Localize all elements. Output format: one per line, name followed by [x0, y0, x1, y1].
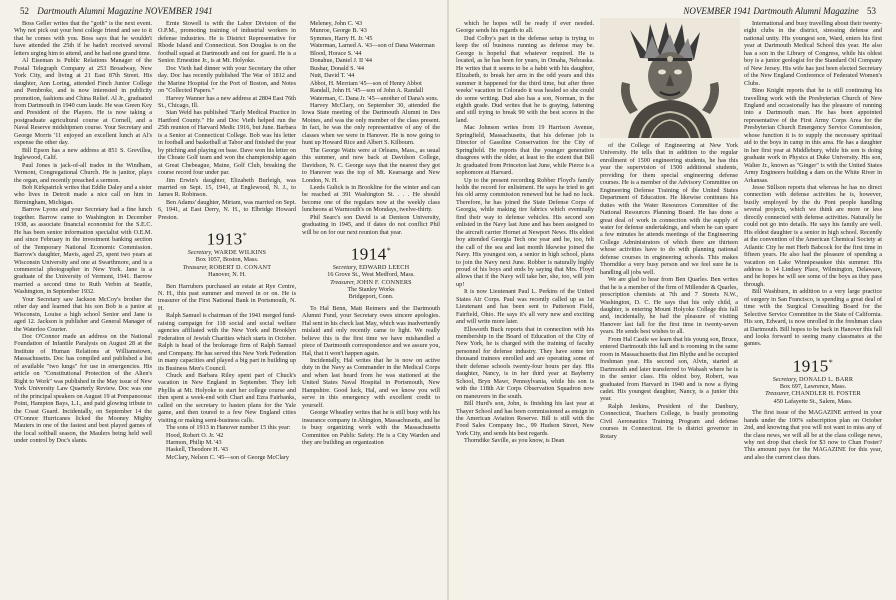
treasurer-city: Bridgeport, Conn. — [348, 293, 394, 301]
paragraph: The first issue of the MAGAZINE arrived in your hands under the 100% subscription plan on October 2nd, and knowing that you will not want to miss any of the class news, we will all be at the class college news, why not drop that check for $3 now to Chan Foster? This amount pays for the MAGAZINE for this year, and also the current class dues. — [744, 409, 882, 461]
paragraph: Boss Geller writes that the "goth" is the next event. Why not pick out your best college friend and see to it that he comes with you. Boss says that he wouldn't have attended the 25th if he hadn't received several letters urging him to attend, and he had one grand time. — [14, 20, 152, 57]
paragraph: Barrow Lyons and your Secretary had a fine lunch together. Barrow came to Washington in December 1938, as associate financial economist for the S.E.C. He has been senior information specialist with O.E.M. and since February in the investment banking section of the Temporary National Economic Commission. Barrow's daughter, Mavis, aged 25, spent two years at Wisconsin University and one at Swarthmore, and is a commercial photographer in New York. Jane is a graduate of the University of Vermont, 1941. Barrow married a second time to Ruth Verbin at Seattle, Washington, in September 1932. — [14, 206, 152, 296]
paragraph: Your Secretary saw Jackson McCoy's brother the other day and learned that his son Bob is a junior at Wisconsin, Louise a high school Senior and Jane is aged 12. Jackson is publisher and General Manager of the Waterloo Courier. — [14, 295, 152, 333]
paragraph: Leeds Gulick is in Brookline for the winter and can be reached at 391 Washington St. . . . He should become one of the regulars now at the weekly class luncheons at Warmouth's on Mondays, twelve-thirty. — [302, 183, 440, 214]
column-2 — [158, 20, 296, 595]
paragraph: Ellsworth Buck reports that in connection with his membership in the Board of Education of the City of New York, he is charged with the training of faculty personnel for defense industry. They have some ten thousand trainees enrolled and are operating some of their defense schools twenty-four hours per day. His daughter, Nancy, is in her third year at Bayberry School, Bryn Mawr, Pennsylvania, while his son is with the 118th Air Corps Observation Squadron now on maneuvers in the south. — [456, 325, 594, 400]
indian-carving-figure — [600, 18, 740, 138]
class-year: 1914* — [350, 244, 392, 264]
list-item: Munroe, George B. '43 — [310, 27, 367, 35]
list-item: Waterman, C. Dana Jr. '45—another of Dana's sons. — [310, 94, 439, 102]
page-gutter — [447, 0, 449, 600]
paragraph: Paul Jones is jack-of-all trades in the Windham, Vermont, Congregational Church. He is janitor, plays the organ, and recently preached a sermon. — [14, 161, 152, 184]
list-item: Donahue, Daniel J. II '44 — [310, 57, 372, 65]
paragraph: The George Watts were at Orleans, Mass., as usual this summer, and now back at Davidson College, Davidson, N. C. George says that the nearest they got to Hanover was the top of Mt. Kearsarge and New London, N. H. — [302, 146, 440, 184]
secretary-address: Box 1057, Boston, Mass. — [195, 256, 259, 264]
paragraph: Dud Colby's part in the defense setup is trying to keep the oil business running as defense may be. George is hopeful that whatever required. He is located, as he has been for years, in Omaha, Nebraska. He writes that it seems to be a habit with his daughter, Elizabeth, to break her arm in the odd years and this summer it happened for the third time, but after three weeks' vacation in Colorado it was healed so she could do some writing. Dud also has a son, Norman, in the eighth grade. Dud writes that he is graying, fattening and still trying to break 90 with the best scores in the land. — [456, 34, 594, 124]
column-4 — [456, 20, 594, 595]
paragraph: Jesse Stillson reports that whereas he has no direct connection with defense activities he is, however, busily employed by the du Pont people handling several projects, which we think are more or less directly connected with defense activities. Naturally he could not go into details. He says his family are well. His eldest daughter is a senior in high school. Recently at the convention of the American Chemical Society at Atlantic City he met Herb Babcock for the first time in fifteen years. He also had the pleasure of spending a vacation on Lake Winnipesaukee this summer. His address is 14 Lindsey Place, Wilmington, Delaware, and he hopes he will see some of the boys as they pass through. — [744, 183, 882, 288]
list-item: Waterman, Larned A. '43—son of Dana Waterman — [310, 42, 435, 50]
list-item: Meleney, John C. '43 — [310, 20, 363, 27]
paragraph: Harvey McClary, on September 30, attended the Iowa State meeting of the Dartmouth Alumni in Des Moines, and was the only member of the class present. In fact, he was the only representative of any of the classes when we were in Hanover. He is now going to hunt up Howard Rice and Albert S. Kilbourn. — [302, 101, 440, 147]
indian-carving-illustration — [600, 18, 740, 138]
paragraph: We are glad to hear from Ben Quarles. Ben writes that he is a member of the firm of Millender & Quarles, prescription chemists at 7th and 7 Streets N.W., Washington, D. C. He says that his only child, a daughter, is entering Mount Holyoke College this fall and, incidentally, he had the pleasure of visiting Hanover last fall for the first time in twenty-seven years. He sends best wishes to all. — [600, 276, 738, 336]
paragraph: of the College of Engineering at New York University. He tells that in addition to the regular enrollment of 1500 engineering students, he has this year the supervision of 1500 additional students, providing for them special engineering defense courses. He is a member of the Advisory Committee on Engineering Defense Training of the United States Department of Education. He likewise continues his duties with the Water Resources Committee of the National Resources Planning Board. He has done a great deal of work in connection with the supply of water for defense undertakings, and when he can spare a few minutes he attends meetings of the Engineering College Administrators of which there are thirteen whose activities have to do with planning national defense courses in engineering schools. This makes Thorndike a very busy person and we feel sure he is handling all jobs well. — [600, 142, 738, 276]
right-page-number: 53 — [867, 6, 876, 16]
paragraph: Bino Knight reports that he is still continuing his travelling work with the Presbyterian Church of New England and occasionally has the pleasure of running into a Dartmouth man. He has been appointed representative of the First Army Corps Area for the Presbyterian Church Emergency Service Commission, whose function it is to supply the necessary spiritual aid to the boys in camp in this area. He has a daughter in her first year at Middlebury, while his son is doing graduate work in Physics at Duke University. His son, Walter Jr., known as "Ginger" is with the United States Army Engineers building a dam on the White River in Arkansas. — [744, 87, 882, 184]
list-item: Haskell, Theodore H. '43 — [166, 446, 229, 454]
treasurer-name: CHANDLER H. FOSTER — [791, 390, 861, 398]
right-running-date: NOVEMBER 1941 — [683, 6, 752, 16]
secretary-name: EDWARD LEECH — [358, 263, 410, 271]
class-1915-header: 1915* Secretary, DONALD L. BARR Box 697, Lawrence, Mass. Treasurer, CHANDLER H. FOSTER 450 Lafayette St., Salem, Mass. — [744, 354, 882, 405]
list-item: Blood, Horace S. '44 — [310, 49, 362, 57]
paragraph: Up to the present recording Robber Floyd's family holds the record for enlistment. He says he tried to get his old army commission renewed but he had no luck. Therefore, he has joined the State Defense Corps of Georgia, while making tire fabrics which eventually find their way to defense vehicles. His second son enlisted in the Navy last June and has been assigned to the aircraft carrier Hornet at Newport News. His eldest boy attended Georgia Tech one year and he, too, felt the call of the sea and last month likewise joined the Navy. His youngest son, a senior in high school, plans to join the Navy next June. Robber is naturally highly proud of his boys and ends by saying that Mrs. Floyd allows that if the Navy will take her, she, too, will join up! — [456, 176, 594, 288]
paragraph: Stan Weld has published "Early Medical Practice in Hartford County." He and Doc Vieth helped run the 25th reunion of Harvard Medic 1916, but June. Barbara is a Senior at Connecticut College. Bob was his letter in football and basketball at Tabor and finished the year by pitching and playing on base. Dave won his letter on the Choate Golf team and won the championship again at Great Chebeague, Maine, Golf Club, breaking the course record four under par. — [158, 109, 296, 177]
paragraph: Chuck and Barbara Riley spent part of Chuck's vacation in New England in September. They left Phyllis at Mt. Holyoke to start her college course and then spent a week-end with Chari and Ezra Fairbanks, called on the secretary to hasten plans for the Yale game, and then toured to a few New England cities visiting or making semi-business calls. — [158, 371, 296, 424]
list-item: McClary, Nelson C. '45—son of George McClary — [166, 453, 289, 461]
paragraph: The sons of 1913 in Hanover number 15 this year: — [166, 424, 291, 432]
paragraph: Incidentally, Hal writes that he is now on active duty in the Navy as Commander in the Medical Corps and when last heard from he was stationed at the United States Naval Hospital in Portsmouth, New Hampshire. Good luck, Hal, and we know you will serve in this emergency with excellent credit to yourself. — [302, 357, 440, 409]
left-page-number: 52 — [20, 6, 29, 16]
class-1913-header: 1913* Secretary, WARDE WILKINS Box 1057, Boston, Mass. Treasurer, ROBERT D. CONANT Hanover, N. H. — [158, 227, 296, 278]
paragraph: Doc Vieth had dinner with your Secretary the other day. Doc has recently published The War of 1812 and the Marine Hospital for the Port of Boston, and Notes on "Collected Papers." — [158, 64, 296, 95]
paragraph: To Hal Benn, Matt Reimers and the Dartmouth Alumni Fund, your Secretary owes sincere apologies. Hal sent in his check last May, which was inadvertently mislaid and only recently came to light. We really believe this is the first time we have mishandled a piece of Dartmouth correspondence and we assure you, Hal, that it won't happen again. — [302, 304, 440, 357]
paragraph: George Wheatley writes that he is still busy with his insurance company in Abington, Massachusetts, and he is busy organizing work with the Massachusetts Committee on Public Safety. He is a City Warden and they are building an organization — [302, 409, 440, 446]
paragraph: It is now Lieutenant Paul L. Perkins of the United States Air Corps. Paul was recently called up as 1st Lieutenant and has been sent to Patterson Field, Fairfield, Ohio. He says it's all very new and exciting and will write more later. — [456, 288, 594, 326]
paragraph: International and busy travelling about their twenty-eight clubs in the district, stressing defense and national unity. His youngest son, Ward, enters his first year at Dartmouth Medical School this year. He also has a son in the Library of Congress, while his oldest boy is a junior geologist for the Standard Oil Company of New Jersey. His wife has just been elected Secretary of the New England Conference of Federated Women's Clubs. — [744, 20, 882, 87]
paragraph: Ben Harrubers purchased an estate at Rye Centre, N. H., this past summer and moved in or on. He is treasurer of the First National Bank in Portsmouth, N. H. — [158, 282, 296, 312]
left-running-head — [14, 6, 213, 16]
list-item: Nutt, David T. '44 — [310, 72, 355, 80]
paragraph: Doc O'Connor made an address on the National Foundation of Infantile Paralysis on August 28 at the Institute of Human Relations at Williamstown, Massachusetts. Doc has compiled and published a list of available "two lungs" for use in emergencies. His article on "Constitutional Protection of the Alien's Right to Work" was published in the May issue of New York University Law Quarterly Review. Doc was one of the principal speakers on August 19 at Pompanoosuc Point, Hampton Bays, L.I., and paid glowing tribute to the Coast Guard. Incidentally, on September 14 the O'Connor Hurricanes licked the Mooney Mighty Mauiers in one of the fastest and best played games of the local softball season, the Maulers being held well under control by Doc's slants. — [14, 333, 152, 445]
paragraph: Jim Erwin's daughter, Elizabeth Burleigh, was married on Sept. 15, 1941, at Englewood, N. J., to James R. Robinson. — [158, 176, 296, 199]
list-item: Bushar, Donald S. '44 — [310, 64, 364, 72]
paragraph: Bill Washburn, in addition to a very large practice of surgery in San Francisco, is spending a great deal of time with the Surgical Consulting Board for the Selective Service Committee in the State of California. His son, Edward, is now enrolled in the freshman class at Dartmouth. Bill hopes to be back in Hanover this fall and looks forward to seeing many classmates at the games. — [744, 288, 882, 348]
list-item: Harmon, Philip M. '43 — [166, 439, 222, 447]
right-running-title: Dartmouth Alumni Magazine — [753, 6, 859, 16]
column-5 — [600, 142, 738, 595]
treasurer-name: ROBERT D. CONANT — [209, 263, 272, 271]
secretary-address: 16 Grove St., West Medford, Mass. — [327, 271, 415, 279]
paragraph: Ben Adams' daughter, Miriam, was married on Sept. 6, 1941, at East Derry, N. H., to Elbridge Howard Preston. — [158, 198, 296, 221]
paragraph: Ralph Samuel is chairman of the 1941 merged fund-raising campaign for 118 social and social welfare agencies affiliated with the New York and Brooklyn Federation of Jewish Charities which starts in October. Ralph is head of the brokerage firm of Ralph Samuel and Company. He has served this New York Federation in many capacities and played a big part in building up its Business Men's Council. — [158, 312, 296, 372]
class-year: 1913* — [206, 229, 248, 249]
treasurer-name: JOHN F. CONNERS — [356, 278, 412, 286]
class-1914-header: 1914* Secretary, EDWARD LEECH 16 Grove St., West Medford, Mass. Treasurer, JOHN F. CONNERS The Stanley Works Bridgeport, Conn. — [302, 242, 440, 301]
paragraph: Bill Hurd's son, John, is finishing his last year at Thayer School and has been commissioned as ensign in the American Aviation Reserve. Bill is still with the Food Sales Company Inc., 99 Hudson Street, New York City, and sends his best regards. — [456, 400, 594, 437]
column-6 — [744, 20, 882, 595]
paragraph: Al Eiseman is Public Relations Manager of the Postal Telegraph Company at 253 Broadway, New York City, and living at 21 East 87th Street. His daughter, Ann Loring, attended Finch Junior College and Pembroke, and is now interested in publicity promotion, fashions and China Relief. Al Jr., graduated from Dartmouth in 1940 cum laude. He was Green Key and President of the Players. He is now taking a postgraduate agricultural course at Cornell, and a Naval Reserve midshipmen course. Your Secretary and George Morris '11 enjoyed an excellent lunch at Al's expense the other day. — [14, 57, 152, 147]
paragraph: which he hopes will be ready if ever needed. George sends his regards to all. — [456, 20, 594, 35]
column-1 — [14, 20, 152, 595]
left-running-date: NOVEMBER 1941 — [144, 6, 213, 16]
treasurer-address: The Stanley Works — [347, 286, 395, 294]
paragraph: Mac Johnson writes from 19 Harrison Avenue, Springfield, Massachusetts, that his defense job is Director of Gasoline Conservation for the City of Springfield. He reports that the younger generation disagrees with the older, at least to the extent that Bill Jr. graduated from Princeton last June, while Pierce is a sophomore at Harvard. — [456, 124, 594, 177]
list-item: Hood, Robert O. Jr. '42 — [166, 431, 224, 439]
treasurer-address: 450 Lafayette St., Salem, Mass. — [773, 397, 853, 405]
secretary-name: WARDE WILKINS — [214, 248, 267, 256]
paragraph: Phil Searc's son David is at Denison University, graduating in 1945, and if dates do not conflict Phil will be on for our next reunion that year. — [302, 213, 440, 236]
paragraph: Bill Epson has a new address at 851 S. Grevillea, Inglewood, Calif. — [14, 146, 152, 162]
paragraph: Harvey Wanner has a new address at 2804 East 76th St., Chicago, Ill. — [158, 94, 296, 109]
paragraph: Ralph Jenkins, President of the Danbury, Connecticut, Teachers College, is busily promoting Civil Aeronautics Training Program and defense courses in Connecticut. He is district governor in Rotary — [600, 402, 738, 440]
secretary-name: DONALD L. BARR — [799, 375, 854, 383]
paragraph: From Hal Castle we learn that his young son, Bruce, entered Dartmouth this fall and is rooming in the same room in Massachusetts that Jim Blythe and he occupied freshman year. His second son, Alvin, started at Dartmouth and later transferred to Wabash where he is in the senior class. His oldest boy, Robert, was graduated from Harvard in 1940 and is now a flying cadet. His youngest daughter, Nancy, is a junior this year. — [600, 335, 738, 403]
class-year: 1915* — [792, 356, 834, 376]
list-item: Randall, John H. '45—son of John A. Randall — [310, 87, 424, 95]
left-running-title: Dartmouth Alumni Magazine — [37, 6, 143, 16]
paragraph: Ernie Stowell is with the Labor Division of the O.P.M., promoting training of industrial workers in defense industries. He is District Representative for Rhode Island and Connecticut. Son Douglas is on the football squad at Dartmouth and out for guard. He is a Senior. Ernestine Jr., is at Mt. Holyoke. — [158, 20, 296, 65]
treasurer-address: Hanover, N. H. — [208, 271, 246, 279]
paragraph: Thorndike Saville, as you know, is Dean — [464, 437, 565, 445]
column-3 — [302, 20, 440, 595]
list-item: Symmes, Harry H. Jr. '45 — [310, 34, 373, 42]
right-running-head — [683, 6, 882, 16]
paragraph: Bob Kirkpatrick writes that Eddie Daley and a sister who lives in Detroit made a nice call on him in Birmingham, Michigan. — [14, 183, 152, 206]
list-item: Abbot, H. Merriam '45—son of Henry Abbot — [310, 79, 422, 87]
secretary-address: Box 697, Lawrence, Mass. — [779, 383, 847, 390]
